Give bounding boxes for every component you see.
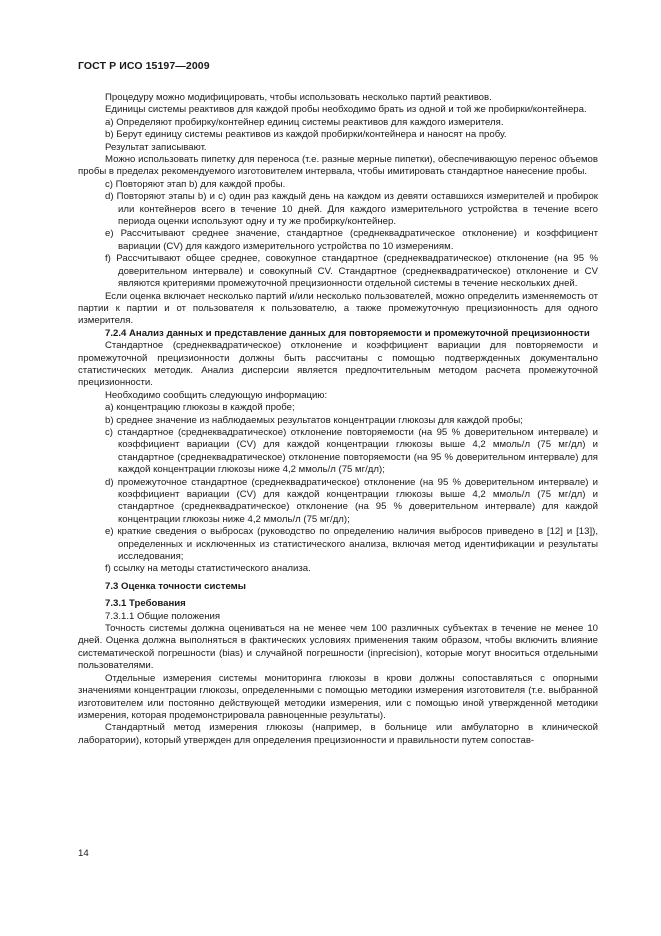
paragraph: Необходимо сообщить следующую информацию: xyxy=(105,389,328,401)
list-item: а) концентрацию глюкозы в каждой пробе; xyxy=(105,402,295,414)
paragraph: Точность системы должна оцениваться на не менее чем 100 различных субъектах в течение не менее 10 дней. Оценка должна выполняться в фактических условиях применения таким образом, чтобы включить влияние систематической погрешности (bias) и случайной погрешности (inprecision), которые могут вноситься отдельными пользователями. xyxy=(78,623,598,672)
paragraph: Процедуру можно модифицировать, чтобы использовать несколько партий реактивов. xyxy=(105,92,492,103)
section-heading: 7.3 Оценка точности системы xyxy=(105,580,246,592)
list-item: с) Повторяют этап b) для каждой пробы. xyxy=(105,178,286,190)
section-heading: 7.2.4 Анализ данных и представление данных для повторяемости и промежуточной прецизионности xyxy=(105,327,590,339)
list-item: е) краткие сведения о выбросах (руководство по определению наличия выбросов приведено в [12] и [13]), определенных и исключенных из статистического анализа, включая метод идентификации и результаты исследования; xyxy=(105,526,598,563)
list-item: а) Определяют пробирку/контейнер единиц системы реактивов для каждого измерителя. xyxy=(105,116,504,128)
document-body xyxy=(78,92,598,747)
list-item: е) Рассчитывают среднее значение, стандартное (среднеквадратическое отклонение) и коэффициент вариации (CV) для каждого измерительного устройства по 10 измерениям. xyxy=(105,228,598,252)
list-item: с) стандартное (среднеквадратическое) отклонение повторяемости (на 95 % доверительном интервале) и коэффициент вариации (CV) для каждой концентрации глюкозы выше 4,2 ммоль/л (75 мг/дл) и стандартное (среднеквадратическое) отклонение повторяемости (на 95 % доверительном интервале) для каждой концентрации глюкозы ниже 4,2 ммоль/л (75 мг/дл); xyxy=(105,426,598,476)
paragraph: Стандартный метод измерения глюкозы (например, в больнице или амбулаторно в клинической лаборатории), который утвержден для определения прецизионности и правильности путем сопостав- xyxy=(78,722,598,746)
list-item: f) Рассчитывают общее среднее, совокупное стандартное (среднеквадратическое) отклонение (на 95 % доверительном интервале) и совокупный CV. Стандартное (среднеквадратическое) отклонение и CV являются критериями промежуточной прецизионности отдельной системы в течение нескольких дней. xyxy=(105,253,598,290)
list-item: f) ссылку на методы статистического анализа. xyxy=(105,563,311,575)
page-number: 14 xyxy=(78,848,89,859)
paragraph: Стандартное (среднеквадратическое) отклонение и коэффициент вариации для повторяемости и промежуточной прецизионности должны быть рассчитаны с помощью подтвержденных документально статистических методик. Анализ дисперсии является предпочтительным методом расчета промежуточной прецизионности. xyxy=(78,340,598,389)
list-item: b) Берут единицу системы реактивов из каждой пробирки/контейнера и наносят на пробу. xyxy=(105,129,507,141)
paragraph: Отдельные измерения системы мониторинга глюкозы в крови должны сопоставляться с опорными значениями концентрации глюкозы, определенными с помощью методики измерения изготовителя (т.е. выбранной изготовителем или постоянно действующей методики измерения, или с помощью иной утвержденной методики измерения, которая продемонстрировала равноценные результаты). xyxy=(78,672,598,721)
list-item: b) среднее значение из наблюдаемых результатов концентрации глюкозы для каждой пробы; xyxy=(105,414,523,426)
paragraph: Единицы системы реактивов для каждой пробы необходимо брать из одной и той же пробирки/контейнера. xyxy=(105,104,587,116)
paragraph: Можно использовать пипетку для переноса (т.е. разные мерные пипетки), обеспечивающую перенос объемов пробы в пределах рекомендуемого изготовителем интервала, чтобы имитировать стандартное нанесение пробы. xyxy=(78,154,598,178)
list-item: Результат записывают. xyxy=(105,141,207,153)
list-item: d) промежуточное стандартное (среднеквадратическое) отклонение (на 95 % доверительном интервале) и коэффициент вариации (CV) для каждой концентрации глюкозы выше 4,2 ммоль/л (75 мг/дл) и стандартное (среднеквадратическое) отклонение (на 95 % доверительном интервале) для каждой концентрации глюкозы ниже 4,2 ммоль/л (75 мг/дл); xyxy=(105,476,598,525)
subsection-heading: 7.3.1 Требования xyxy=(105,598,186,610)
paragraph: Если оценка включает несколько партий и/или несколько пользователей, можно определить изменяемость от партии к партии и от пользователя к пользователю, а также промежуточную прецизионность для одного измерителя. xyxy=(78,290,598,327)
subsubsection-heading: 7.3.1.1 Общие положения xyxy=(105,610,221,622)
list-item: d) Повторяют этапы b) и с) один раз каждый день на каждом из девяти оставшихся измерителей и пробирок или контейнеров всего в течение 10 дней. Для каждого измерительного устройства в течение всего периода оценки используют одну и ту же пробирку/контейнер. xyxy=(105,191,598,228)
document-header: ГОСТ Р ИСО 15197—2009 xyxy=(78,60,210,72)
